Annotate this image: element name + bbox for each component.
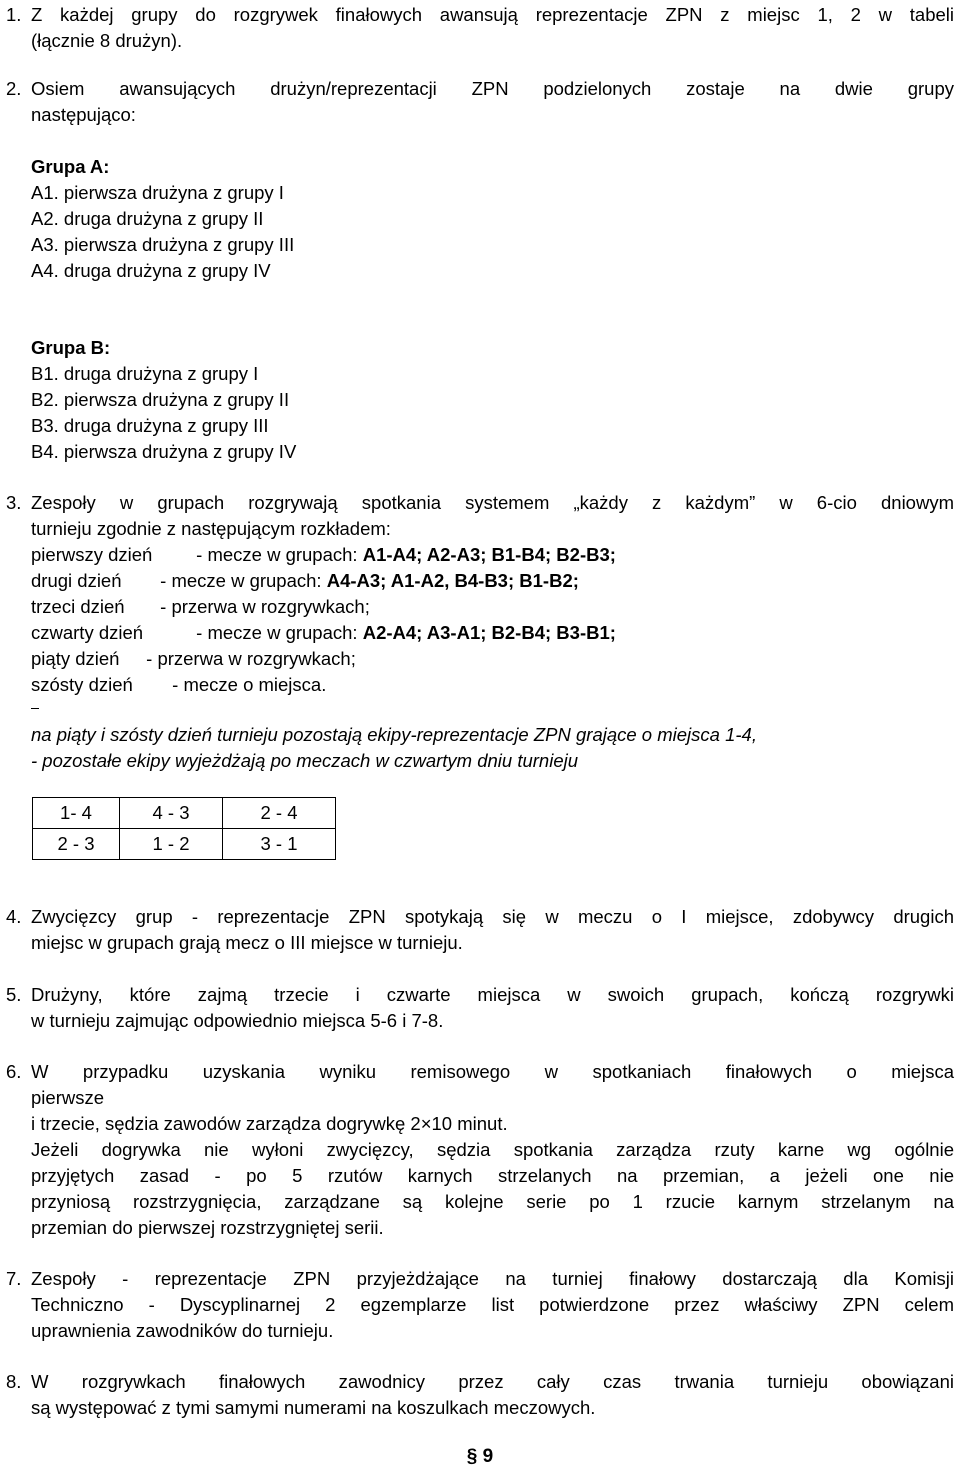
paragraph-number: 4. bbox=[6, 906, 22, 927]
schedule-matches: A4-A3; A1-A2, B4-B3; B1-B2; bbox=[326, 570, 579, 591]
schedule-matches: A1-A4; A2-A3; B1-B4; B2-B3; bbox=[362, 544, 616, 565]
group-a-title: Grupa A: bbox=[31, 156, 110, 177]
schedule-row bbox=[31, 542, 811, 568]
table-cell: 3 - 1 bbox=[223, 829, 336, 860]
paragraph-line: Z każdej grupy do rozgrywek finałowych awansują reprezentacje ZPN z miejsc 1, 2 w tabeli bbox=[31, 4, 954, 25]
paragraph-number: 5. bbox=[6, 984, 22, 1005]
schedule-text: - mecze o miejsca. bbox=[167, 674, 327, 695]
paragraph-line: przemian do pierwszej rozstrzygniętej serii. bbox=[31, 1217, 384, 1238]
paragraph-4 bbox=[6, 904, 954, 956]
note-line: - pozostałe ekipy wyjeżdżają po meczach w czwartym dniu turnieju bbox=[31, 750, 579, 771]
paragraph-line: pierwsze bbox=[31, 1087, 104, 1108]
paragraph-8 bbox=[6, 1369, 954, 1421]
table-cell: 4 - 3 bbox=[120, 798, 223, 829]
schedule-day: drugi dzień bbox=[31, 570, 122, 591]
group-a-entry: A3. pierwsza drużyna z grupy III bbox=[31, 234, 295, 255]
paragraph-line: W przypadku uzyskania wyniku remisowego w spotkaniach finałowych o miejsca bbox=[31, 1061, 954, 1082]
schedule-text: - mecze w grupach: bbox=[191, 622, 363, 643]
paragraph-number: 2. bbox=[6, 78, 22, 99]
paragraph-7 bbox=[6, 1266, 954, 1344]
paragraph-3 bbox=[6, 490, 954, 542]
page-footer bbox=[0, 1444, 960, 1470]
paragraph-number: 7. bbox=[6, 1268, 22, 1289]
paragraph-line: W rozgrywkach finałowych zawodnicy przez cały czas trwania turnieju obowiązani bbox=[31, 1371, 954, 1392]
table-cell: 2 - 3 bbox=[33, 829, 120, 860]
schedule-text: - mecze w grupach: bbox=[155, 570, 327, 591]
schedule-day: pierwszy dzień bbox=[31, 544, 153, 565]
paragraph-line: (łącznie 8 drużyn). bbox=[31, 30, 183, 51]
paragraph-number: 6. bbox=[6, 1061, 22, 1082]
paragraph-line: przyniosą rozstrzygnięcia, zarządzane są kolejne serie po 1 rzucie karnym strzelanym na bbox=[31, 1191, 954, 1212]
schedule-day: piąty dzień bbox=[31, 648, 120, 669]
paragraph-line: w turnieju zajmując odpowiednio miejsca 5-6 i 7-8. bbox=[31, 1010, 444, 1031]
paragraph-1 bbox=[6, 2, 954, 54]
paragraph-number: 3. bbox=[6, 492, 22, 513]
schedule-day: szósty dzień bbox=[31, 674, 133, 695]
paragraph-line: Drużyny, które zajmą trzecie i czwarte miejsca w swoich grupach, kończą rozgrywki bbox=[31, 984, 954, 1005]
schedule-row bbox=[31, 646, 811, 672]
paragraph-line: Zespoły - reprezentacje ZPN przyjeżdżające na turniej finałowy dostarczają dla Komisji bbox=[31, 1268, 954, 1289]
paragraph-line: Zwycięzcy grup - reprezentacje ZPN spotykają się w meczu o I miejsce, zdobywcy drugich bbox=[31, 906, 954, 927]
table-row bbox=[33, 798, 336, 829]
group-b-title: Grupa B: bbox=[31, 337, 111, 358]
paragraph-line: Zespoły w grupach rozgrywają spotkania systemem „każdy z każdym” w 6-cio dniowym bbox=[31, 492, 954, 513]
group-a bbox=[31, 154, 294, 284]
paragraph-line: następująco: bbox=[31, 104, 136, 125]
schedule-text: - mecze w grupach: bbox=[191, 544, 363, 565]
paragraph-5 bbox=[6, 982, 954, 1034]
paragraph-line: Techniczno - Dyscyplinarnej 2 egzemplarze list potwierdzone przez właściwy ZPN celem bbox=[31, 1294, 954, 1315]
group-b-entry: B2. pierwsza drużyna z grupy II bbox=[31, 389, 290, 410]
group-b-entry: B1. druga drużyna z grupy I bbox=[31, 363, 259, 384]
group-b-entry: B3. druga drużyna z grupy III bbox=[31, 415, 269, 436]
schedule-row bbox=[31, 594, 811, 620]
schedule-day: trzeci dzień bbox=[31, 596, 125, 617]
group-a-entry: A1. pierwsza drużyna z grupy I bbox=[31, 182, 284, 203]
paragraph-2 bbox=[6, 76, 954, 128]
group-b-entry: B4. pierwsza drużyna z grupy IV bbox=[31, 441, 297, 462]
paragraph-number: 8. bbox=[6, 1371, 22, 1392]
paragraph-line: przyjętych zasad - po 5 rzutów karnych strzelanych na przemian, a jeżeli one nie bbox=[31, 1165, 954, 1186]
paragraph-line: uprawnienia zawodników do turnieju. bbox=[31, 1320, 334, 1341]
table-cell: 1- 4 bbox=[33, 798, 120, 829]
group-a-entry: A2. druga drużyna z grupy II bbox=[31, 208, 264, 229]
pairings-table bbox=[32, 797, 336, 860]
paragraph-line: są występować z tymi samymi numerami na koszulkach meczowych. bbox=[31, 1397, 596, 1418]
group-b bbox=[31, 335, 296, 465]
schedule-row bbox=[31, 672, 811, 698]
schedule-text: - przerwa w rozgrywkach; bbox=[141, 648, 356, 669]
schedule-row bbox=[31, 568, 811, 594]
paragraph-line: Osiem awansujących drużyn/reprezentacji ZPN podzielonych zostaje na dwie grupy bbox=[31, 78, 954, 99]
note-line: na piąty i szósty dzień turnieju pozostają ekipy-reprezentacje ZPN grające o miejsca 1-4, bbox=[31, 722, 757, 748]
schedule-notes bbox=[31, 722, 757, 774]
schedule-matches: A2-A4; A3-A1; B2-B4; B3-B1; bbox=[362, 622, 616, 643]
table-cell: 1 - 2 bbox=[120, 829, 223, 860]
match-schedule bbox=[31, 542, 811, 698]
table-row bbox=[33, 829, 336, 860]
group-a-entry: A4. druga drużyna z grupy IV bbox=[31, 260, 271, 281]
paragraph-number: 1. bbox=[6, 4, 22, 25]
paragraph-line: miejsc w grupach grają mecz o III miejsce w turnieju. bbox=[31, 932, 463, 953]
paragraph-6 bbox=[6, 1059, 954, 1241]
schedule-text: - przerwa w rozgrywkach; bbox=[155, 596, 370, 617]
schedule-day: czwarty dzień bbox=[31, 622, 144, 643]
paragraph-line: turnieju zgodnie z następującym rozkładem: bbox=[31, 518, 391, 539]
schedule-row bbox=[31, 620, 811, 646]
paragraph-line: i trzecie, sędzia zawodów zarządza dogrywkę 2×10 minut. bbox=[31, 1113, 508, 1134]
table-cell: 2 - 4 bbox=[223, 798, 336, 829]
page-number: 9 bbox=[482, 1446, 494, 1467]
section-sign: § bbox=[466, 1446, 478, 1467]
paragraph-line: Jeżeli dogrywka nie wyłoni zwycięzcy, sędzia spotkania zarządza rzuty karne wg ogólnie bbox=[31, 1139, 954, 1160]
